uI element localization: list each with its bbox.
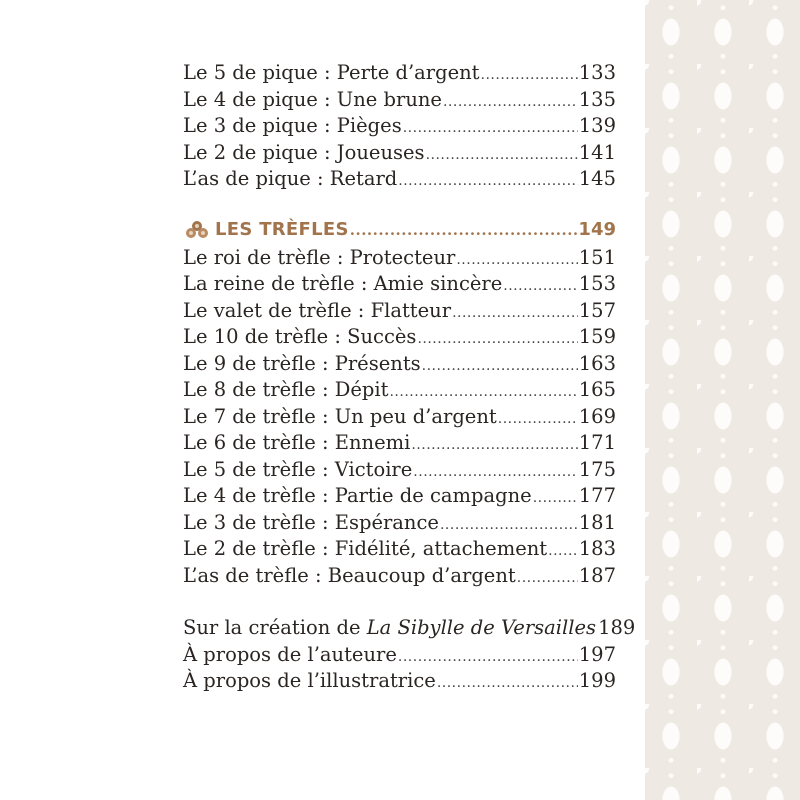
dot-leader <box>413 459 577 486</box>
toc-entry-page: 187 <box>578 563 616 587</box>
toc-entry-title: Le 6 de trèfle : Ennemi <box>183 431 411 454</box>
dot-leader <box>533 485 578 512</box>
toc-entry-title: L’as de pique : Retard <box>183 167 398 190</box>
section-spacer <box>183 589 616 615</box>
toc-entry-page: 171 <box>578 431 616 454</box>
dot-leader <box>437 670 578 697</box>
dot-leader <box>440 512 578 539</box>
book-title-italic: La Sibylle de Versailles <box>366 616 597 639</box>
dot-leader <box>350 215 578 245</box>
toc-entry-title: Le 3 de pique : Pièges <box>183 114 402 137</box>
dot-leader <box>503 273 577 300</box>
dot-leader <box>417 326 577 353</box>
toc-entry-title: À propos de l’auteure <box>183 642 397 666</box>
toc-entry[interactable] <box>183 615 636 642</box>
dot-leader <box>548 538 578 565</box>
toc-entry[interactable] <box>183 60 616 87</box>
decorative-damask-border <box>645 0 800 800</box>
toc-entry-title: Le 9 de trèfle : Présents <box>183 351 421 375</box>
toc-entry[interactable] <box>183 483 616 510</box>
toc-entry[interactable] <box>183 457 616 484</box>
toc-entry-page: 165 <box>578 378 616 401</box>
toc-entry-page: 157 <box>578 298 616 322</box>
toc-entry-page: 159 <box>578 325 616 348</box>
toc-entry[interactable] <box>183 113 616 140</box>
toc-entry-page: 189 <box>598 616 636 639</box>
dot-leader <box>443 89 578 116</box>
toc-entry[interactable] <box>183 166 616 193</box>
toc-entry-title: Le roi de trèfle : Protecteur <box>183 245 456 269</box>
toc-entry-page: 181 <box>578 510 616 534</box>
section-heading-trefles[interactable] <box>183 215 616 245</box>
toc-entry-page: 145 <box>578 167 616 190</box>
toc-entry-title: L’as de trèfle : Beaucoup d’argent <box>183 563 516 587</box>
toc-entry[interactable] <box>183 298 616 325</box>
table-of-contents <box>183 60 636 695</box>
toc-entry-page: 175 <box>578 457 616 481</box>
toc-entry-page: 151 <box>578 245 616 269</box>
toc-entry-page: 133 <box>578 61 616 84</box>
toc-entry-title: Le 5 de pique : Perte d’argent <box>183 61 480 84</box>
dot-leader <box>452 300 578 327</box>
toc-entry[interactable] <box>183 324 616 351</box>
toc-entry-page: 177 <box>578 484 616 507</box>
toc-entry-title: Le 7 de trèfle : Un peu d’argent <box>183 404 497 428</box>
toc-entry-page: 141 <box>578 140 616 164</box>
toc-entry[interactable] <box>183 668 616 695</box>
dot-leader <box>456 247 577 274</box>
toc-entry-page: 135 <box>578 87 616 111</box>
toc-entry-title: Le 2 de trèfle : Fidélité, attachement <box>183 537 548 560</box>
toc-entry-page: 169 <box>578 404 616 428</box>
toc-entry[interactable] <box>183 140 616 167</box>
toc-entry[interactable] <box>183 377 616 404</box>
dot-leader <box>517 565 578 592</box>
section-title: LES TRÈFLES <box>215 218 349 240</box>
section-page: 149 <box>578 218 616 240</box>
dot-leader <box>389 379 577 406</box>
toc-entry-title: Le 5 de trèfle : Victoire <box>183 457 413 481</box>
toc-entry[interactable] <box>183 404 616 431</box>
toc-entry-title: Le 4 de trèfle : Partie de campagne <box>183 484 532 507</box>
dot-leader <box>481 62 578 89</box>
dot-leader <box>398 168 577 195</box>
toc-entry-title: Le 4 de pique : Une brune <box>183 87 442 111</box>
toc-entry-title: Le 8 de trèfle : Dépit <box>183 378 389 401</box>
toc-entry[interactable] <box>183 563 616 590</box>
dot-leader <box>422 353 578 380</box>
toc-entry-page: 183 <box>578 537 616 560</box>
section-spacer <box>183 193 616 215</box>
toc-entry-page: 199 <box>578 669 616 692</box>
toc-entry[interactable] <box>183 536 616 563</box>
toc-entry-title-prefix: Sur la création de <box>183 616 367 639</box>
toc-entry-title: Le 3 de trèfle : Espérance <box>183 510 439 534</box>
toc-entry-title: Le valet de trèfle : Flatteur <box>183 298 452 322</box>
toc-entry[interactable] <box>183 510 616 537</box>
toc-entry[interactable] <box>183 642 616 669</box>
toc-entry[interactable] <box>183 271 616 298</box>
toc-entry-title: Le 10 de trèfle : Succès <box>183 325 417 348</box>
toc-entry-title: À propos de l’illustratrice <box>183 669 436 692</box>
dot-leader <box>411 432 577 459</box>
toc-entry-title: La reine de trèfle : Amie sincère <box>183 272 503 295</box>
dot-leader <box>398 644 578 671</box>
toc-entry-page: 153 <box>578 272 616 295</box>
toc-entry[interactable] <box>183 245 616 272</box>
clover-trefoil-icon <box>183 220 211 240</box>
dot-leader <box>426 142 578 169</box>
dot-leader <box>403 115 578 142</box>
toc-entry[interactable] <box>183 351 616 378</box>
toc-entry[interactable] <box>183 430 616 457</box>
toc-entry-title <box>183 615 596 642</box>
toc-entry[interactable] <box>183 87 616 114</box>
toc-entry-page: 197 <box>578 642 616 666</box>
dot-leader <box>498 406 578 433</box>
toc-entry-page: 139 <box>578 114 616 137</box>
toc-entry-title: Le 2 de pique : Joueuses <box>183 140 425 164</box>
toc-entry-page: 163 <box>578 351 616 375</box>
